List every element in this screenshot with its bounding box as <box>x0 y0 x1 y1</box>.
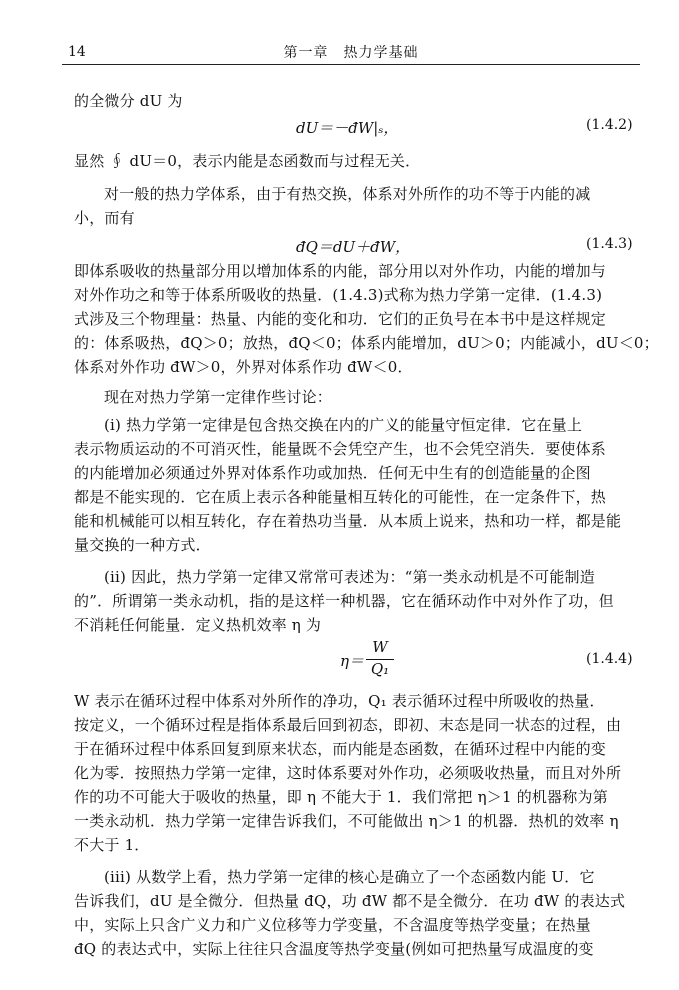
text-line: W 表示在循环过程中体系对外所作的净功，Q₁ 表示循环过程中所吸收的热量． <box>74 692 605 710</box>
equation-number: (1.4.2) <box>586 117 633 133</box>
chapter-title: 第一章 热力学基础 <box>283 45 419 61</box>
text-line: 即体系吸收的热量部分用以增加体系的内能，部分用以对外作功，内能的增加与 <box>74 262 607 280</box>
text-line: 小，而有 <box>74 209 135 227</box>
equation-1-4-3: đQ＝dU＋đW， <box>296 238 411 256</box>
text-line: 现在对热力学第一定律作些讨论： <box>104 388 333 406</box>
page-header <box>62 38 640 65</box>
text-line: 一类永动机．热力学第一定律告诉我们，不可能做出 η＞1 的机器．热机的效率 η <box>74 812 619 830</box>
page-number: 14 <box>68 44 86 60</box>
text-line: 化为零．按照热力学第一定律，这时体系要对外作功，必须吸收热量，而且对外所 <box>74 764 622 782</box>
text-line: 能和机械能可以相互转化，存在着热功当量．从本质上说来，热和功一样，都是能 <box>74 512 622 530</box>
text-line: 的内能增加必须通过外界对体系作功或加热．任何无中生有的创造能量的企图 <box>74 464 591 482</box>
fraction-numerator: W <box>372 638 388 656</box>
equation-1-4-2: dU＝－đW|ₛ， <box>296 119 399 137</box>
text-line: 式涉及三个物理量：热量、内能的变化和功．它们的正负号在本书中是这样规定 <box>74 310 607 328</box>
text-line: (i) 热力学第一定律是包含热交换在内的广义的能量守恒定律．它在量上 <box>104 416 583 434</box>
equation-1-4-4 <box>340 638 420 682</box>
text-line: 对外作功之和等于体系所吸收的热量．(1.4.3)式称为热力学第一定律．(1.4.3) <box>74 286 603 304</box>
text-line: đQ 的表达式中，实际上往往只含温度等热学变量(例如可把热量写成温度的变 <box>74 940 594 958</box>
equation-number: (1.4.4) <box>586 651 633 667</box>
text-line: 中，实际上只含广义力和广义位移等力学变量，不含温度等热学变量；在热量 <box>74 916 591 934</box>
text-line: 表示物质运动的不可消灭性，能量既不会凭空产生，也不会凭空消失．要使体系 <box>74 440 607 458</box>
text-line: 于在循环过程中体系回复到原来状态，而内能是态函数，在循环过程中内能的变 <box>74 740 607 758</box>
equation-number: (1.4.3) <box>586 236 633 252</box>
text-line: 都是不能实现的．它在质上表示各种能量相互转化的可能性，在一定条件下，热 <box>74 488 607 506</box>
text-line: 对一般的热力学体系，由于有热交换，体系对外所作的功不等于内能的减 <box>104 185 591 203</box>
text-line: 的全微分 dU 为 <box>74 92 183 110</box>
text-line: 不大于 1． <box>74 836 150 854</box>
text-line: 体系对外作功 đW＞0，外界对体系作功 đW＜0． <box>74 358 413 376</box>
text-line: 显然 ∮ dU＝0，表示内能是态函数而与过程无关． <box>74 152 421 170</box>
text-line: 作的功不可能大于吸收的热量，即 η 不能大于 1．我们常把 η＞1 的机器称为第 <box>74 788 608 806</box>
text-line: 不消耗任何能量．定义热机效率 η 为 <box>74 616 322 634</box>
text-line: (ii) 因此，热力学第一定律又常常可表述为：“第一类永动机是不可能制造 <box>104 568 595 586</box>
equation-lhs: η＝ <box>340 652 364 670</box>
text-line: 的：体系吸热，đQ＞0；放热，đQ＜0；体系内能增加，dU＞0；内能减小，dU＜0； <box>74 334 659 352</box>
fraction-denominator: Q₁ <box>370 660 390 678</box>
text-line: 按定义，一个循环过程是指体系最后回到初态，即初、末态是同一状态的过程，由 <box>74 716 622 734</box>
text-line: 告诉我们，dU 是全微分．但热量 đQ，功 đW 都不是全微分．在功 đW 的表达式 <box>74 892 626 910</box>
text-line: 的”．所谓第一类永动机，指的是这样一种机器，它在循环动作中对外作了功，但 <box>74 592 614 610</box>
text-line: (iii) 从数学上看，热力学第一定律的核心是确立了一个态函数内能 U．它 <box>104 868 595 886</box>
text-line: 量交换的一种方式． <box>74 536 211 554</box>
